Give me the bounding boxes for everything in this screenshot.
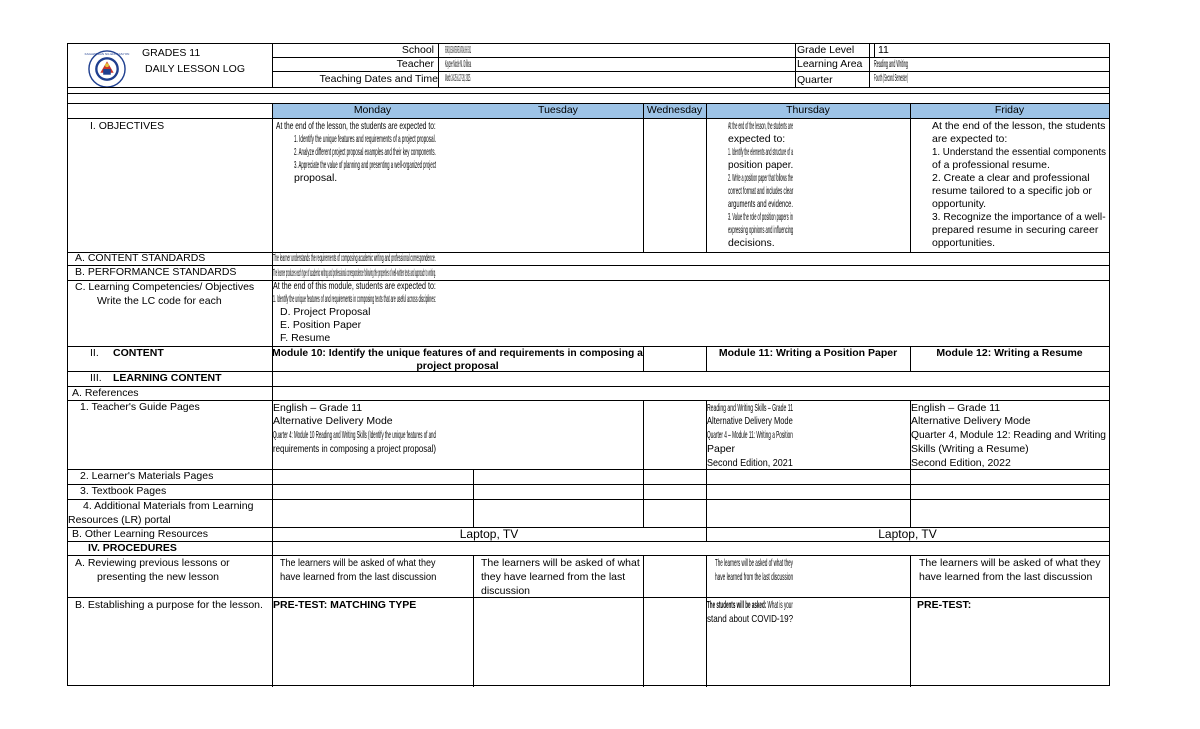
competencies-sub: E. Position Paper: [280, 319, 362, 331]
day-thursday: Thursday: [786, 104, 830, 116]
objectives-thursday-line: 1. Identify the elements and structure of a: [728, 146, 794, 158]
textbook-pages-label: 3. Textbook Pages: [80, 485, 167, 497]
procedures-label: IV. PROCEDURES: [88, 542, 177, 554]
objectives-friday-line: are expected to:: [932, 133, 1008, 145]
content-standards-value: The learner understands the requirements of composing academic writing and professional correspondence.: [273, 252, 436, 264]
other-resources-thu-fri: Laptop, TV: [878, 527, 937, 541]
learning-area-label: Learning Area: [797, 58, 863, 70]
objectives-friday-line: opportunities.: [932, 237, 996, 249]
objectives-monday-item: 2. Analyze different project proposal examples and their key components.: [294, 146, 436, 158]
competencies-label-2: Write the LC code for each: [97, 295, 222, 307]
objectives-friday-line: 1. Understand the essential components: [932, 146, 1107, 158]
objectives-monday-intro: At the end of the lesson, the students are expected to:: [276, 120, 436, 132]
school-label: School: [401, 44, 434, 56]
day-tuesday: Tuesday: [538, 104, 578, 116]
day-friday: Friday: [994, 104, 1025, 116]
grade-level-value: 11: [878, 44, 889, 56]
objectives-thursday-line: decisions.: [728, 237, 775, 249]
content-label: CONTENT: [113, 347, 164, 359]
objectives-thursday-line: At the end of the lesson, the students are: [728, 120, 794, 132]
objectives-thursday-line: expressing opinions and influencing: [728, 224, 794, 236]
tg-thursday-line: Alternative Delivery Mode: [707, 415, 793, 427]
teacher-value: Kayzee Nicole M. Orillosa: [445, 58, 472, 70]
reviewing-tuesday-line: they have learned from the last: [481, 571, 626, 583]
content-monday-1: Module 10: Identify the unique features of and requirements in composing a: [272, 347, 643, 359]
performance-standards-value: The learner produces each type of academic writing and professional correspondence following the properties of well-written texts and approach to writing.: [273, 267, 436, 279]
tg-monday-line: Alternative Delivery Mode: [273, 415, 393, 427]
svg-text:KAGAWARAN NG EDUKASYON: KAGAWARAN NG EDUKASYON: [84, 52, 130, 57]
reviewing-friday-line: have learned from the last discussion: [919, 571, 1093, 583]
objectives-friday-line: prepared resume in securing career: [932, 224, 1099, 236]
reviewing-tuesday-line: discussion: [481, 585, 531, 597]
objectives-friday-line: of a professional resume.: [932, 159, 1050, 171]
objectives-label: I. OBJECTIVES: [90, 120, 165, 132]
reviewing-label-2: presenting the new lesson: [97, 571, 219, 583]
tg-monday-line: requirements in composing a project proposal): [273, 443, 437, 455]
objectives-thursday-line: arguments and evidence.: [728, 198, 793, 210]
objectives-thursday-line: 2. Write a position paper that follows the: [728, 172, 793, 184]
purpose-thursday-bold: The students will be asked:: [707, 599, 767, 611]
reviewing-label: A. Reviewing previous lessons or: [75, 557, 230, 569]
objectives-monday-item: proposal.: [294, 172, 338, 184]
tg-monday-line: Quarter 4: Module 10 Reading and Writing Skills (Identify the unique features of and: [273, 429, 436, 441]
purpose-label: B. Establishing a purpose for the lesson.: [75, 599, 263, 611]
objectives-thursday-line: 3. Value the role of position papers in: [728, 211, 793, 223]
competencies-sub: D. Project Proposal: [280, 306, 371, 318]
reviewing-thursday-line: The learners will be asked of what they: [715, 557, 793, 569]
dates-label: Teaching Dates and Time: [319, 73, 438, 85]
purpose-monday: PRE-TEST: MATCHING TYPE: [273, 599, 417, 611]
learning-content-label: LEARNING CONTENT: [113, 372, 222, 384]
reviewing-monday-line: have learned from the last discussion: [280, 571, 437, 583]
reviewing-monday-line: The learners will be asked of what they: [280, 557, 436, 569]
quarter-value: Fourth (Second Semester): [874, 72, 908, 84]
additional-label: 4. Additional Materials from Learning: [83, 500, 254, 512]
objectives-monday-item: 1. Identify the unique features and requirements of a project proposal.: [294, 133, 436, 145]
tg-monday-line: English – Grade 11: [273, 402, 363, 414]
tg-friday-line: Quarter 4, Module 12: Reading and Writing: [911, 429, 1107, 441]
objectives-monday-item: 3. Appreciate the value of planning and presenting a well-organized project: [294, 159, 437, 171]
references-label: A. References: [72, 387, 139, 399]
content-thursday: Module 11: Writing a Position Paper: [718, 347, 898, 359]
competencies-item: 1. Identify the unique features of and requirements in composing texts that are useful across disciplines:: [273, 293, 436, 305]
tg-pages-label: 1. Teacher's Guide Pages: [80, 401, 200, 413]
grade-level-label: Grade Level: [797, 44, 855, 56]
tg-friday-line: Second Edition, 2022: [911, 457, 1011, 469]
objectives-friday-line: opportunity.: [932, 198, 987, 210]
other-resources-label: B. Other Learning Resources: [72, 528, 208, 540]
log-title: DAILY LESSON LOG: [145, 63, 245, 75]
purpose-thursday-2: stand about COVID-19?: [707, 613, 794, 625]
tg-friday-line: Alternative Delivery Mode: [911, 415, 1031, 427]
objectives-friday-line: resume tailored to a specific job or: [932, 185, 1092, 197]
deped-seal-icon: [84, 50, 130, 88]
content-monday-2: project proposal: [416, 360, 499, 372]
performance-standards-label: B. PERFORMANCE STANDARDS: [75, 266, 237, 278]
tg-thursday-line: Reading and Writing Skills – Grade 11: [707, 402, 794, 414]
tg-thursday-line: Second Edition, 2021: [707, 457, 793, 469]
tg-thursday-line: Quarter 4 – Module 11: Writing a Position: [707, 429, 793, 441]
learning-area-value: Reading and Writing: [874, 58, 908, 70]
reviewing-tuesday-line: The learners will be asked of what: [481, 557, 640, 569]
grades-label: GRADES 11: [142, 47, 201, 59]
competencies-sub: F. Resume: [280, 332, 331, 344]
school-value: ROSARIO QUESADA INTEGRATED NATIONAL HIGH SCHOOL: [445, 44, 472, 56]
reviewing-thursday-line: have learned from the last discussion: [715, 571, 794, 583]
additional-label-2: Resources (LR) portal: [68, 514, 171, 526]
purpose-thursday-rest: What is your: [766, 599, 793, 611]
day-wednesday: Wednesday: [646, 104, 703, 116]
objectives-thursday-line: expected to:: [728, 133, 786, 145]
objectives-friday-line: 2. Create a clear and professional: [932, 172, 1090, 184]
objectives-thursday-line: position paper.: [728, 159, 794, 171]
lm-pages-label: 2. Learner's Materials Pages: [80, 470, 214, 482]
teacher-label: Teacher: [396, 58, 434, 70]
competencies-intro: At the end of this module, students are expected to:: [273, 280, 436, 292]
learning-content-num: III.: [90, 372, 102, 384]
dates-value: March 24-25 & 27-28, 2025.: [445, 72, 471, 84]
tg-friday-line: English – Grade 11: [911, 402, 1001, 414]
tg-thursday-line: Paper: [707, 443, 736, 455]
objectives-friday-line: 3. Recognize the importance of a well-: [932, 211, 1106, 223]
reviewing-friday-line: The learners will be asked of what they: [919, 557, 1101, 569]
purpose-friday: PRE-TEST:: [917, 599, 972, 611]
tg-friday-line: Skills (Writing a Resume): [911, 443, 1029, 455]
content-label-num: II.: [90, 347, 99, 359]
quarter-label: Quarter: [797, 74, 833, 86]
objectives-friday-line: At the end of the lesson, the students: [932, 120, 1106, 132]
competencies-label: C. Learning Competencies/ Objectives: [75, 281, 255, 293]
day-monday: Monday: [353, 104, 392, 116]
daily-lesson-log-table: [67, 43, 1110, 686]
content-friday: Module 12: Writing a Resume: [936, 347, 1083, 359]
other-resources-mon-tue: Laptop, TV: [459, 527, 519, 541]
content-standards-label: A. CONTENT STANDARDS: [75, 252, 206, 264]
purpose-thursday: [707, 599, 793, 612]
objectives-thursday-line: correct format and includes clear: [728, 185, 794, 197]
